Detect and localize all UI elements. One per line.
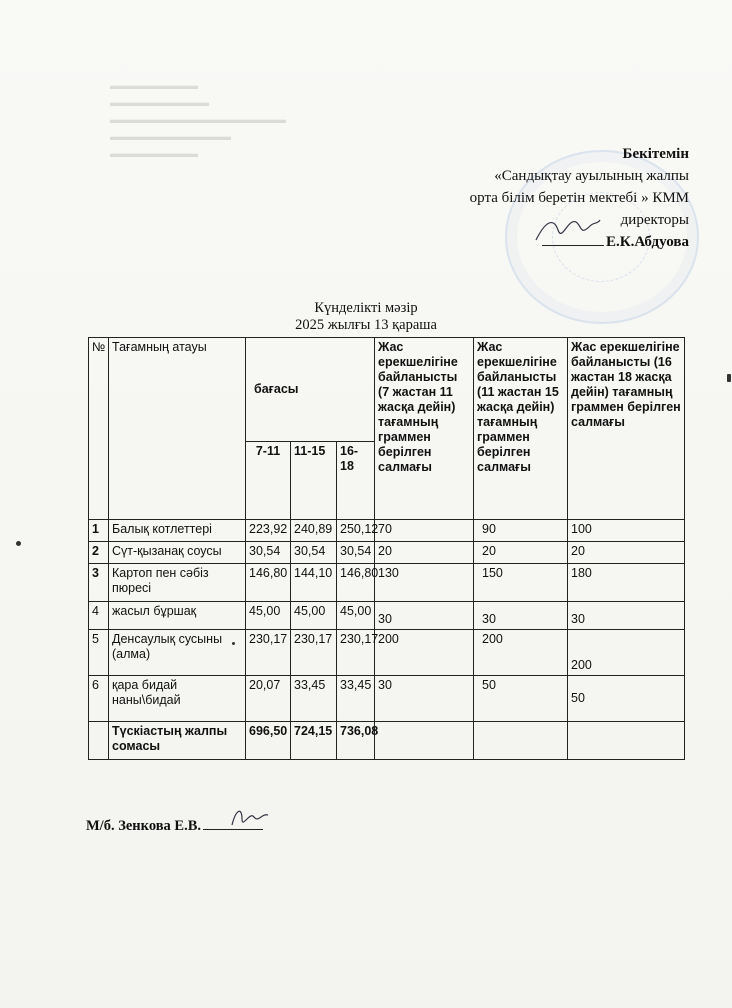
row-price-11-15: 33,45 <box>291 676 337 722</box>
row-weight-11-15: 200 <box>474 630 568 676</box>
row-weight-7-11: 20 <box>375 542 474 564</box>
paper-speck <box>16 541 21 546</box>
page-date: 2025 жылғы 13 қараша <box>295 317 437 333</box>
row-weight-16-18: 200 <box>568 630 685 676</box>
row-price-16-18: 30,54 <box>337 542 375 564</box>
row-price-11-15: 240,89 <box>291 520 337 542</box>
paper-speck <box>727 374 731 382</box>
header-price: бағасы <box>246 338 375 442</box>
total-empty-cell <box>568 722 685 760</box>
table-row <box>89 602 685 630</box>
row-dish-name: қара бидай наны\бидай <box>109 676 246 722</box>
director-name: Е.К.Абдуова <box>605 234 689 250</box>
row-weight-11-15: 150 <box>474 564 568 602</box>
row-dish-name: Сүт-қызанақ соусы <box>109 542 246 564</box>
row-price-11-15: 144,10 <box>291 564 337 602</box>
row-weight-16-18: 100 <box>568 520 685 542</box>
row-price-16-18: 230,17 <box>337 630 375 676</box>
header-weight-11-15: Жас ерекшелігіне байланысты (11 жастан 15 жасқа дейін) тағамның граммен берілген салмағы <box>474 338 568 520</box>
row-price-7-11: 223,92 <box>246 520 291 542</box>
approval-line-1: «Сандықтау ауылының жалпы <box>494 168 689 184</box>
row-price-7-11: 146,80 <box>246 564 291 602</box>
row-weight-7-11: 70 <box>375 520 474 542</box>
total-empty-cell <box>474 722 568 760</box>
signer-name: М/б. Зенкова Е.В. <box>86 818 202 834</box>
row-no: 5 <box>89 630 109 676</box>
row-no: 6 <box>89 676 109 722</box>
approval-line-2: орта білім беретін мектебі » КММ <box>469 190 689 206</box>
row-dish-name: Картоп пен сәбіз пюресі <box>109 564 246 602</box>
row-weight-7-11: 30 <box>375 602 474 630</box>
total-empty-cell <box>375 722 474 760</box>
row-weight-11-15: 50 <box>474 676 568 722</box>
row-no: 3 <box>89 564 109 602</box>
row-price-16-18: 33,45 <box>337 676 375 722</box>
row-weight-16-18: 20 <box>568 542 685 564</box>
table-row <box>89 630 685 676</box>
bleed-through-text: ▬▬▬▬▬▬▬▬ ▬▬▬▬▬▬▬▬▬ ▬▬▬▬▬▬▬▬▬▬▬▬▬▬▬▬ ▬▬▬▬▬▬▬▬▬▬▬ ▬▬▬▬▬▬▬▬ <box>110 80 286 160</box>
table-row <box>89 676 685 722</box>
total-16-18: 736,08 <box>337 722 375 760</box>
row-price-7-11: 20,07 <box>246 676 291 722</box>
table-row <box>89 564 685 602</box>
row-weight-7-11: 30 <box>375 676 474 722</box>
row-weight-7-11: 130 <box>375 564 474 602</box>
header-dish-name: Тағамның атауы <box>109 338 246 520</box>
row-price-16-18: 45,00 <box>337 602 375 630</box>
row-dish-name: жасыл бұршақ <box>109 602 246 630</box>
row-no: 2 <box>89 542 109 564</box>
row-price-7-11: 45,00 <box>246 602 291 630</box>
row-weight-16-18: 50 <box>568 676 685 722</box>
row-weight-11-15: 20 <box>474 542 568 564</box>
row-weight-11-15: 30 <box>474 602 568 630</box>
row-price-16-18: 250,12 <box>337 520 375 542</box>
row-dish-name: Денсаулық сусыны (алма) <box>109 630 246 676</box>
total-no-cell <box>89 722 109 760</box>
total-7-11: 696,50 <box>246 722 291 760</box>
header-no: № <box>89 338 109 520</box>
row-weight-7-11: 200 <box>375 630 474 676</box>
header-weight-16-18: Жас ерекшелігіне байланысты (16 жастан 18 жасқа дейін) тағамның граммен берілген салмағы <box>568 338 685 520</box>
total-row <box>89 722 685 760</box>
approval-title: Бекітемін <box>622 146 689 162</box>
row-weight-16-18: 180 <box>568 564 685 602</box>
total-label: Түскіастың жалпы сомасы <box>109 722 246 760</box>
page-title: Күнделікті мәзір <box>314 300 418 316</box>
row-price-7-11: 30,54 <box>246 542 291 564</box>
row-price-11-15: 30,54 <box>291 542 337 564</box>
row-weight-16-18: 30 <box>568 602 685 630</box>
row-no: 1 <box>89 520 109 542</box>
age-group-header: 11-15 <box>291 442 337 520</box>
signer-signature <box>228 803 272 833</box>
table-row <box>89 542 685 564</box>
header-row <box>89 338 685 442</box>
row-no: 4 <box>89 602 109 630</box>
paper-speck <box>232 642 235 645</box>
approval-line-3: директоры <box>620 212 689 228</box>
total-11-15: 724,15 <box>291 722 337 760</box>
age-group-header: 16-18 <box>337 442 375 520</box>
table-row <box>89 520 685 542</box>
director-signature <box>532 212 602 248</box>
age-group-header: 7-11 <box>246 442 291 520</box>
menu-table <box>88 337 685 760</box>
row-price-11-15: 45,00 <box>291 602 337 630</box>
row-price-11-15: 230,17 <box>291 630 337 676</box>
row-weight-11-15: 90 <box>474 520 568 542</box>
row-price-7-11: 230,17 <box>246 630 291 676</box>
header-weight-7-11: Жас ерекшелігіне байланысты (7 жастан 11 жасқа дейін) тағамның граммен берілген салмағы <box>375 338 474 520</box>
row-price-16-18: 146,80 <box>337 564 375 602</box>
row-dish-name: Балық котлеттері <box>109 520 246 542</box>
